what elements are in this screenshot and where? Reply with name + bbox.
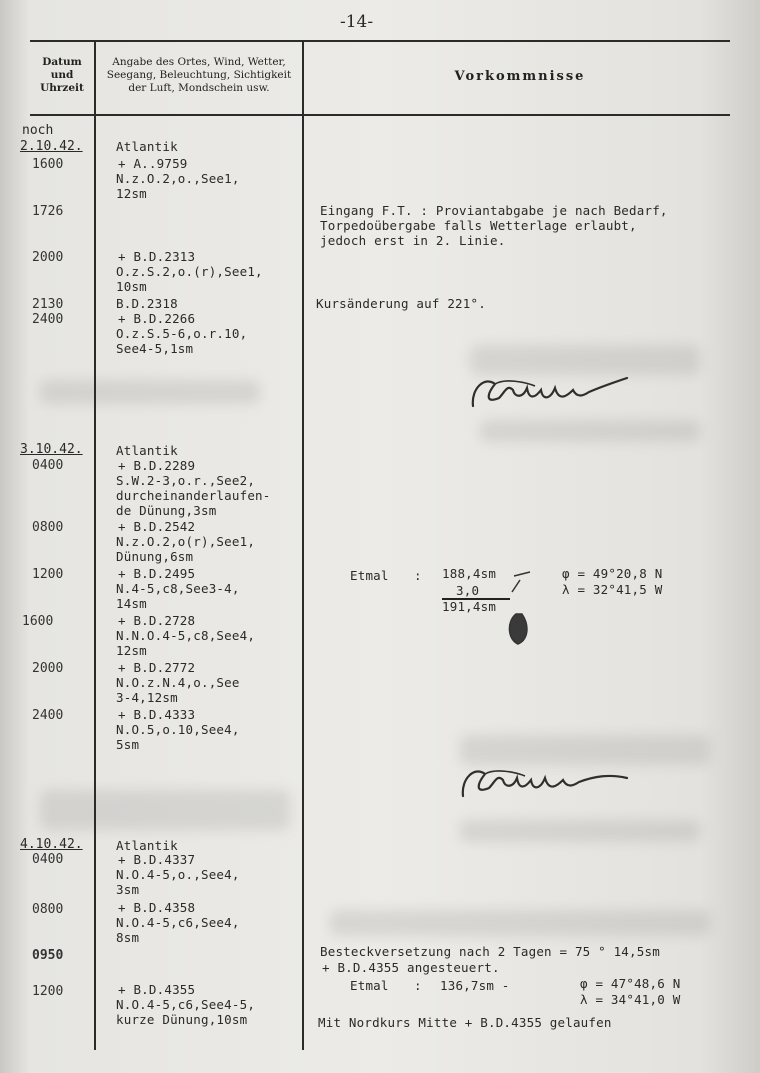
time-2400: 2400 <box>32 312 64 327</box>
weather-entry: O.z.S.2,o.(r),See1, 10sm <box>116 264 263 294</box>
time-1600: 1600 <box>22 614 54 629</box>
header-events: Vorkommnisse <box>454 69 586 84</box>
time-1726: 1726 <box>32 204 64 219</box>
event-radio-message: Eingang F.T. : Proviantabgabe je nach Bedarf, Torpedoübergabe falls Wetterlage erlaubt, jedoch erst in 2. Linie. <box>320 203 668 248</box>
event-course-change: Kursänderung auf 221°. <box>316 296 486 311</box>
event-position-target: + B.D.4355 angesteuert. <box>322 960 500 975</box>
etmal-distance: 188,4sm <box>442 566 497 581</box>
etmal-label: Etmal <box>350 978 389 993</box>
ink-blot <box>500 570 540 650</box>
latitude: φ = 49°20,8 N <box>562 566 663 581</box>
column-divider-2 <box>302 40 304 1050</box>
time-0950: 0950 <box>32 948 64 963</box>
weather-entry: N.z.O.2,o.,See1, 12sm <box>116 171 240 201</box>
grid-position: + B.D.2495 <box>118 566 196 581</box>
handwritten-signature <box>455 758 635 808</box>
time-1200: 1200 <box>32 567 64 582</box>
etmal-label: Etmal <box>350 568 389 583</box>
header-bottom-rule <box>30 114 730 116</box>
grid-position: + B.D.4355 <box>118 982 196 997</box>
area-label: Atlantik <box>116 443 178 458</box>
weather-entry: N.O.4-5,o.,See4, 3sm <box>116 867 240 897</box>
area-label: Atlantik <box>116 838 178 853</box>
time-0800: 0800 <box>32 520 64 535</box>
weather-entry: O.z.S.5-6,o.r.10, See4-5,1sm <box>116 326 248 356</box>
grid-position: + B.D.4337 <box>118 852 196 867</box>
time-2400: 2400 <box>32 708 64 723</box>
handwritten-signature <box>465 368 635 418</box>
time-2000: 2000 <box>32 250 64 265</box>
etmal-distance: 136,7sm - <box>440 978 510 993</box>
weather-entry: N.N.O.4-5,c8,See4, 12sm <box>116 628 256 658</box>
page-number: -14- <box>340 12 374 32</box>
time-0400: 0400 <box>32 852 64 867</box>
grid-position: + B.D.2289 <box>118 458 196 473</box>
weather-entry: N.O.z.N.4,o.,See 3-4,12sm <box>116 675 240 705</box>
event-north-course: Mit Nordkurs Mitte + B.D.4355 gelaufen <box>318 1015 612 1030</box>
etmal-separator: : <box>414 568 422 583</box>
grid-position: + B.D.4358 <box>118 900 196 915</box>
grid-position: + B.D.4333 <box>118 707 196 722</box>
header-date-time: Datum und Uhrzeit <box>40 56 84 94</box>
grid-position: + B.D.2266 <box>118 311 196 326</box>
longitude: λ = 32°41,5 W <box>562 582 663 597</box>
time-1600: 1600 <box>32 157 64 172</box>
weather-entry: N.z.O.2,o(r),See1, Dünung,6sm <box>116 534 256 564</box>
weather-entry: N.O.4-5,c6,See4, 8sm <box>116 915 240 945</box>
header-top-rule <box>30 40 730 42</box>
grid-position: + A..9759 <box>118 156 188 171</box>
etmal-separator: : <box>414 978 422 993</box>
weather-entry: N.4-5,c8,See3-4, 14sm <box>116 581 240 611</box>
etmal-total: 191,4sm <box>442 599 497 614</box>
bleed-through <box>460 820 700 842</box>
grid-position: + B.D.2728 <box>118 613 196 628</box>
latitude: φ = 47°48,6 N <box>580 976 681 991</box>
bleed-through <box>480 420 700 442</box>
grid-position: + B.D.2772 <box>118 660 196 675</box>
time-0800: 0800 <box>32 902 64 917</box>
longitude: λ = 34°41,0 W <box>580 992 681 1007</box>
date-2-10-42: 2.10.42. <box>20 139 83 154</box>
time-0400: 0400 <box>32 458 64 473</box>
date-3-10-42: 3.10.42. <box>20 442 83 457</box>
header-location-weather: Angabe des Ortes, Wind, Wetter, Seegang, Beleuchtung, Sichtigkeit der Luft, Mondschein usw. <box>106 56 292 94</box>
grid-position: + B.D.2542 <box>118 519 196 534</box>
weather-entry: N.O.4-5,c6,See4-5, kurze Dünung,10sm <box>116 997 256 1027</box>
bleed-through <box>330 910 710 936</box>
time-2130: 2130 <box>32 297 64 312</box>
column-divider-1 <box>94 40 96 1050</box>
time-2000: 2000 <box>32 661 64 676</box>
date-continued-label: noch <box>22 123 54 138</box>
weather-entry: N.O.5,o.10,See4, 5sm <box>116 722 240 752</box>
weather-entry: S.W.2-3,o.r.,See2, durcheinanderlaufen- de Dünung,3sm <box>116 473 271 518</box>
bleed-through <box>40 380 260 404</box>
etmal-correction: 3,0 <box>456 583 480 598</box>
grid-position: + B.D.2313 <box>118 249 196 264</box>
event-position-correction: Besteckversetzung nach 2 Tagen = 75 ° 14,5sm <box>320 944 660 959</box>
grid-position: B.D.2318 <box>116 296 178 311</box>
area-label: Atlantik <box>116 139 178 154</box>
time-1200: 1200 <box>32 984 64 999</box>
date-4-10-42: 4.10.42. <box>20 837 83 852</box>
bleed-through <box>40 790 290 830</box>
